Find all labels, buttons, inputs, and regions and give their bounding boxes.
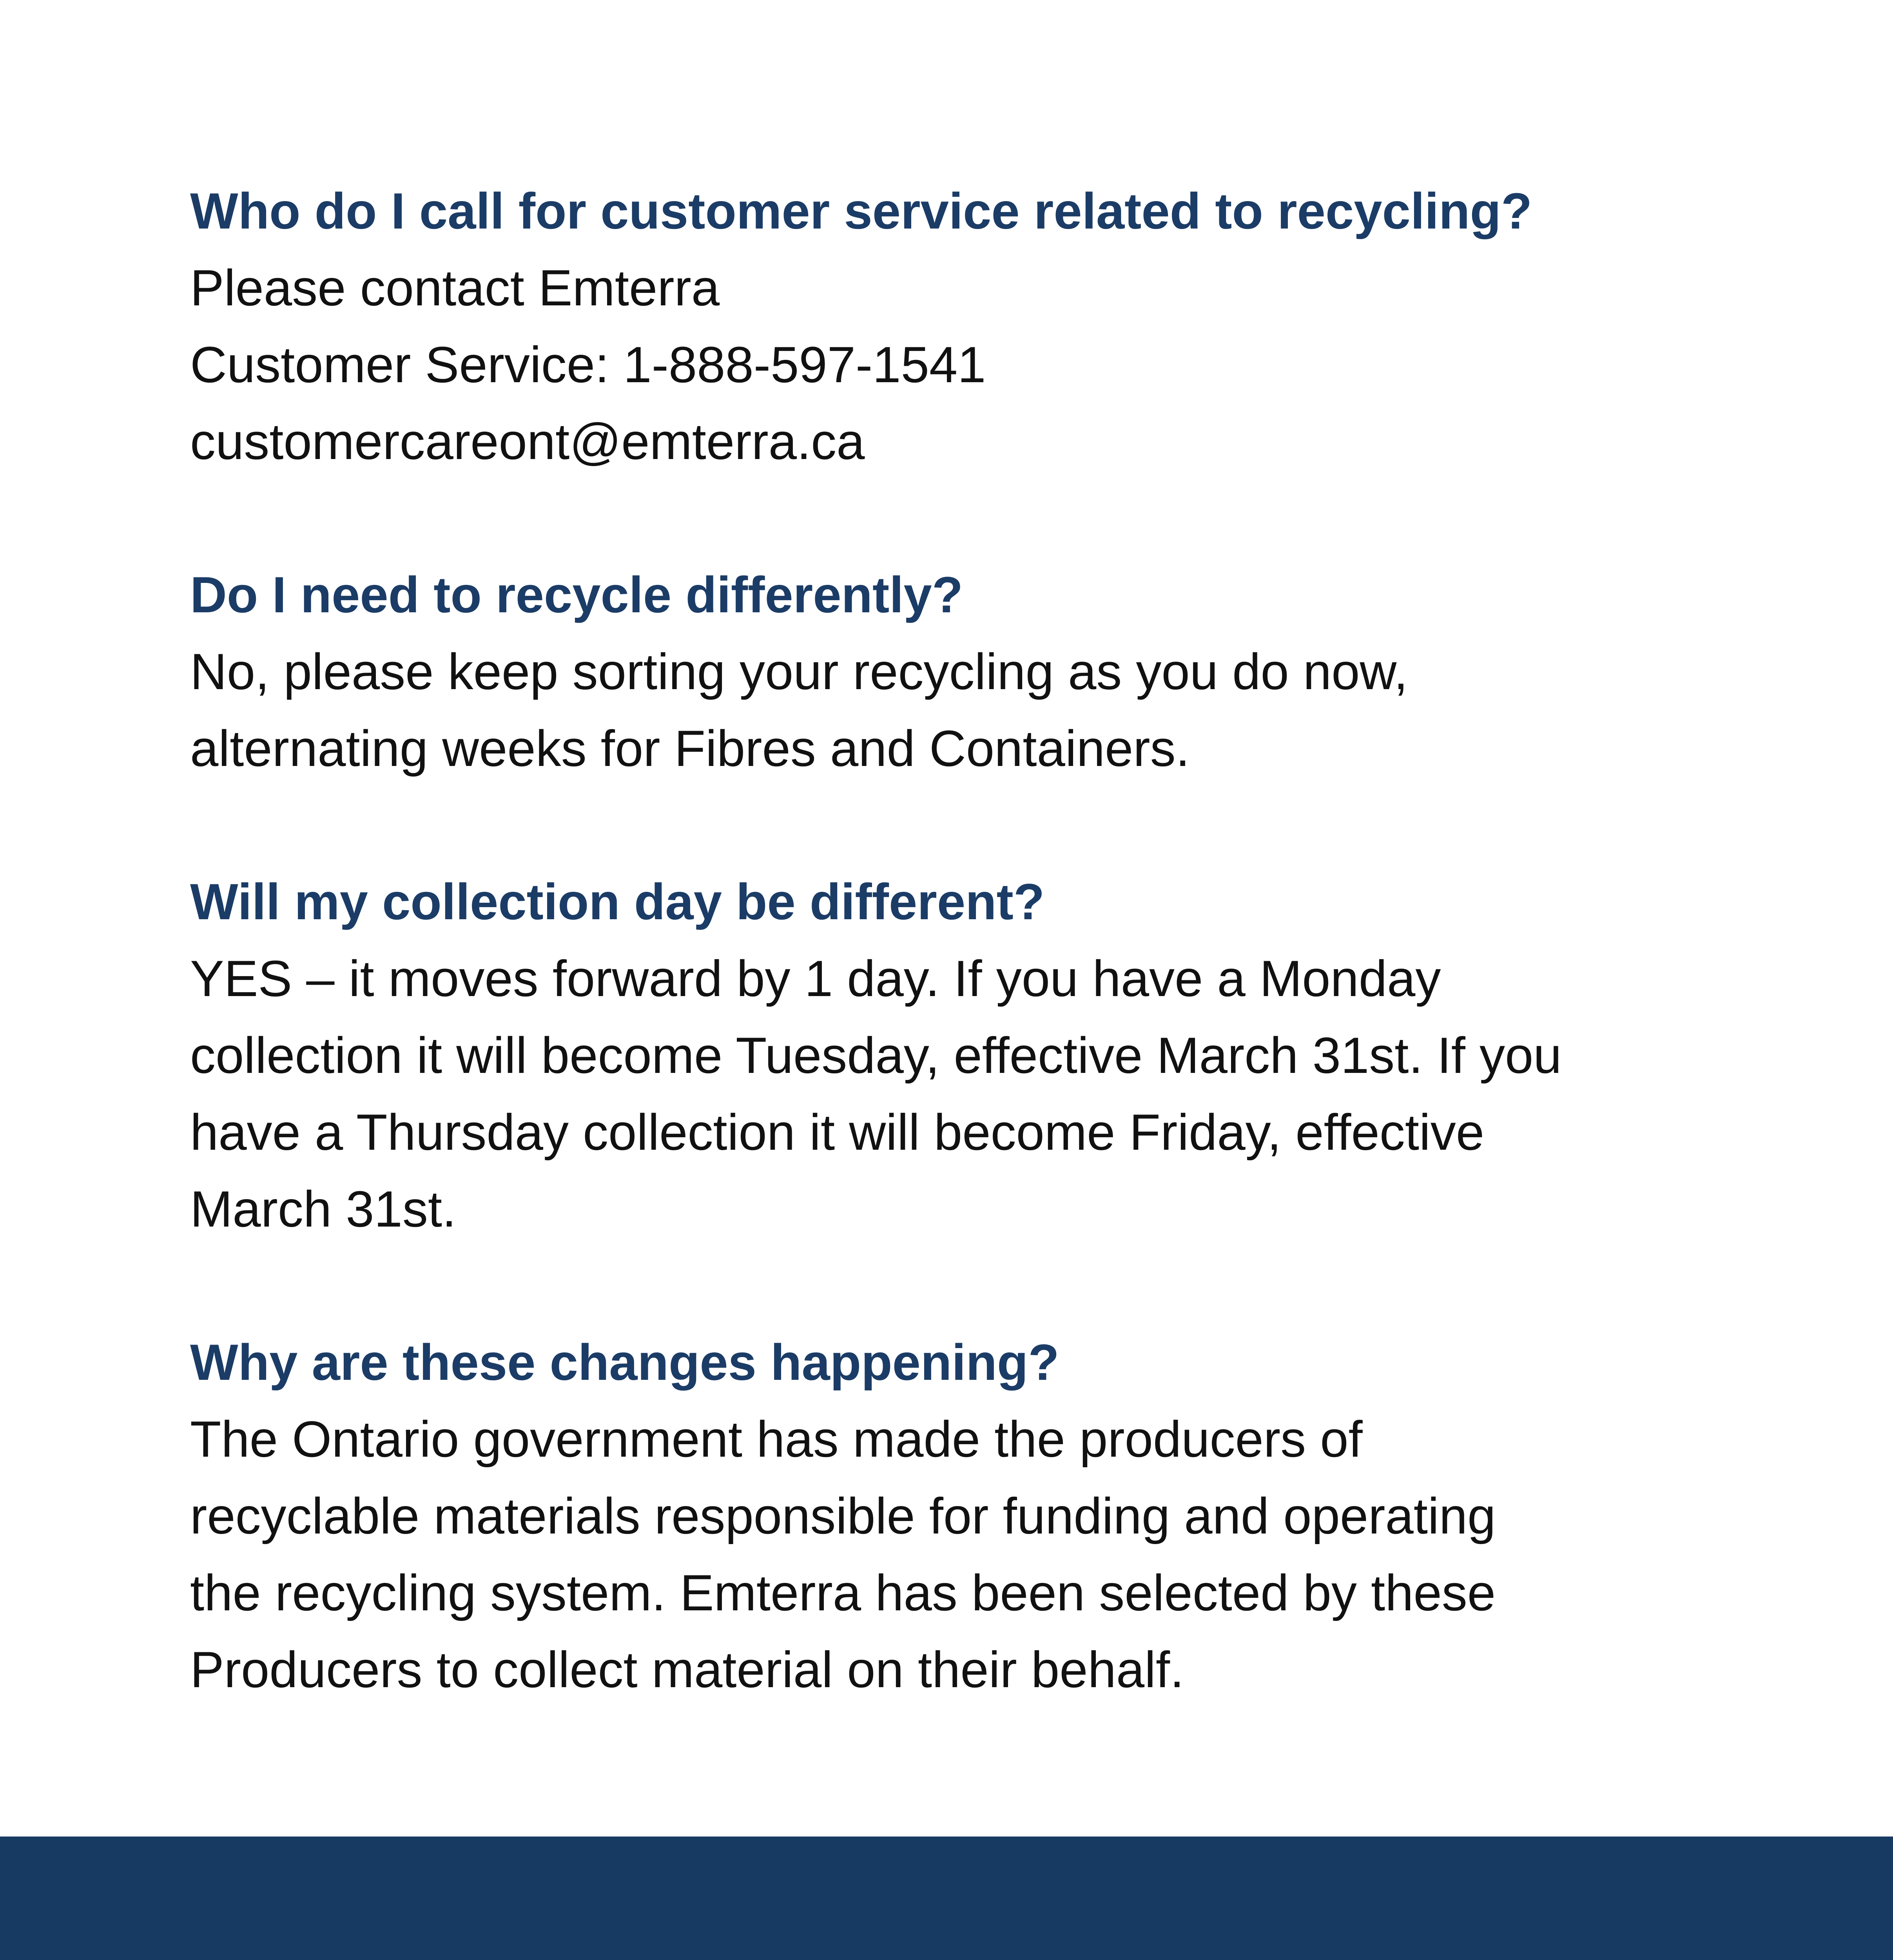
faq-answer-line: recyclable materials responsible for funding and operating — [190, 1487, 1496, 1544]
faq-answer-line: have a Thursday collection it will become Friday, effective — [190, 1103, 1485, 1161]
faq-content — [190, 172, 1758, 1784]
footer — [0, 1837, 1893, 1960]
faq-item-customer-service — [190, 172, 1758, 480]
faq-answer-line: No, please keep sorting your recycling as you do now, — [190, 643, 1408, 700]
faq-answer-line: alternating weeks for Fibres and Containers. — [190, 720, 1190, 777]
faq-answer-line: Customer Service: 1-888-597-1541 — [190, 336, 986, 393]
faq-item-recycle-differently — [190, 556, 1758, 787]
faq-item-why-changes — [190, 1324, 1758, 1708]
faq-answer-line: customercareont@emterra.ca — [190, 413, 865, 470]
faq-answer-line: YES – it moves forward by 1 day. If you have a Monday — [190, 950, 1441, 1007]
faq-answer-line: Producers to collect material on their behalf. — [190, 1641, 1184, 1698]
faq-question: Will my collection day be different? — [190, 873, 1045, 930]
faq-answer-line: the recycling system. Emterra has been selected by these — [190, 1564, 1496, 1621]
faq-question: Why are these changes happening? — [190, 1334, 1059, 1391]
faq-item-collection-day — [190, 863, 1758, 1247]
faq-answer-line: March 31st. — [190, 1180, 457, 1238]
faq-question: Do I need to recycle differently? — [190, 566, 963, 623]
faq-question: Who do I call for customer service related to recycling? — [190, 182, 1532, 240]
faq-answer-line: collection it will become Tuesday, effective March 31st. If you — [190, 1027, 1562, 1084]
faq-answer-line: Please contact Emterra — [190, 259, 720, 316]
faq-answer-line: The Ontario government has made the producers of — [190, 1410, 1363, 1468]
